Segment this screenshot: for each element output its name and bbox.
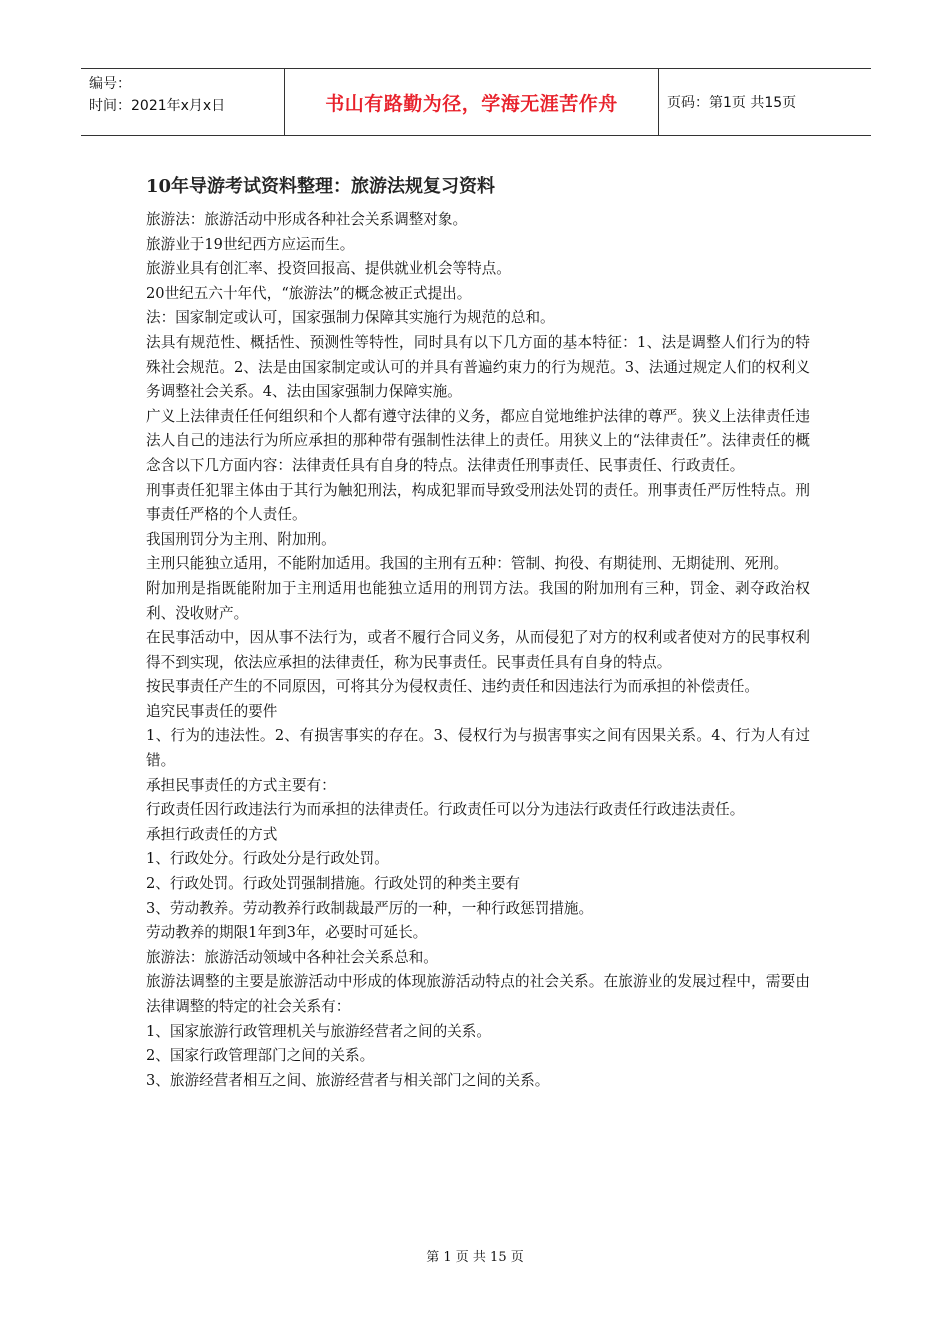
paragraph: 劳动教养的期限1年到3年，必要时可延长。	[146, 924, 428, 942]
paragraph: 法：国家制定或认可，国家强制力保障其实施行为规范的总和。	[146, 309, 555, 327]
paragraph: 在民事活动中，因从事不法行为，或者不履行合同义务，从而侵犯了对方的权利或者使对方的民事权利得不到实现，依法应承担的法律责任，称为民事责任。民事责任具有自身的特点。	[146, 629, 810, 671]
document-body	[146, 208, 810, 1093]
document-number: 编号：	[89, 76, 131, 92]
paragraph: 1、行政处分。行政处分是行政处罚。	[146, 850, 389, 868]
paragraph: 广义上法律责任任何组织和个人都有遵守法律的义务，都应自觉地维护法律的尊严。狭义上法律责任违法人自己的违法行为所应承担的那种带有强制性法律上的责任。用狭义上的“法律责任”。法律责任的概念含以下几方面内容：法律责任具有自身的特点。法律责任刑事责任、民事责任、行政责任。	[146, 407, 810, 474]
paragraph: 2、行政处罚。行政处罚强制措施。行政处罚的种类主要有	[146, 875, 521, 893]
paragraph: 按民事责任产生的不同原因，可将其分为侵权责任、违约责任和因违法行为而承担的补偿责任。	[146, 678, 759, 696]
paragraph: 附加刑是指既能附加于主刑适用也能独立适用的刑罚方法。我国的附加刑有三种，罚金、剥夺政治权利、没收财产。	[146, 579, 810, 622]
paragraph: 3、劳动教养。劳动教养行政制裁最严厉的一种，一种行政惩罚措施。	[146, 899, 594, 917]
paragraph: 我国刑罚分为主刑、附加刑。	[146, 530, 336, 548]
page-header	[81, 68, 871, 136]
paragraph: 刑事责任犯罪主体由于其行为触犯刑法，构成犯罪而导致受刑法处罚的责任。刑事责任严厉性特点。刑事责任严格的个人责任。	[146, 481, 810, 524]
header-meta	[81, 69, 284, 135]
paragraph: 承担行政责任的方式	[146, 825, 278, 843]
header-page-info: 页码：第1页 共15页	[667, 95, 797, 111]
page-footer: 第 1 页 共 15 页	[426, 1250, 524, 1265]
paragraph: 旅游业具有创汇率、投资回报高、提供就业机会等特点。	[146, 260, 511, 278]
paragraph: 旅游法调整的主要是旅游活动中形成的体现旅游活动特点的社会关系。在旅游业的发展过程中，需要由法律调整的特定的社会关系有：	[146, 973, 810, 1015]
paragraph: 旅游业于19世纪西方应运而生。	[146, 235, 355, 253]
paragraph: 旅游法：旅游活动中形成各种社会关系调整对象。	[146, 211, 468, 228]
paragraph: 追究民事责任的要件	[146, 702, 278, 720]
paragraph: 承担民事责任的方式主要有：	[146, 776, 336, 794]
paragraph: 1、国家旅游行政管理机关与旅游经营者之间的关系。	[146, 1022, 491, 1040]
paragraph: 20世纪五六十年代，“旅游法”的概念被正式提出。	[146, 284, 472, 302]
paragraph: 3、旅游经营者相互之间、旅游经营者与相关部门之间的关系。	[146, 1071, 550, 1089]
paragraph: 行政责任因行政违法行为而承担的法律责任。行政责任可以分为违法行政责任行政违法责任。	[146, 801, 745, 819]
paragraph: 1、行为的违法性。2、有损害事实的存在。3、侵权行为与损害事实之间有因果关系。4、行为人有过错。	[146, 727, 810, 770]
document-date: 时间：2021年x月x日	[89, 98, 226, 114]
paragraph: 旅游法：旅游活动领域中各种社会关系总和。	[146, 948, 438, 966]
paragraph: 法具有规范性、概括性、预测性等特性，同时具有以下几方面的基本特征：1、法是调整人们行为的特殊社会规范。2、法是由国家制定或认可的并具有普遍约束力的行为规范。3、法通过规定人们的权利义务调整社会关系。4、法由国家强制力保障实施。	[146, 333, 810, 401]
header-motto: 书山有路勤为径，学海无涯苦作舟	[284, 69, 659, 135]
document-title: 10年导游考试资料整理：旅游法规复习资料	[146, 176, 496, 197]
paragraph: 2、国家行政管理部门之间的关系。	[146, 1047, 375, 1065]
paragraph: 主刑只能独立适用，不能附加适用。我国的主刑有五种：管制、拘役、有期徒刑、无期徒刑、死刑。	[146, 555, 789, 573]
